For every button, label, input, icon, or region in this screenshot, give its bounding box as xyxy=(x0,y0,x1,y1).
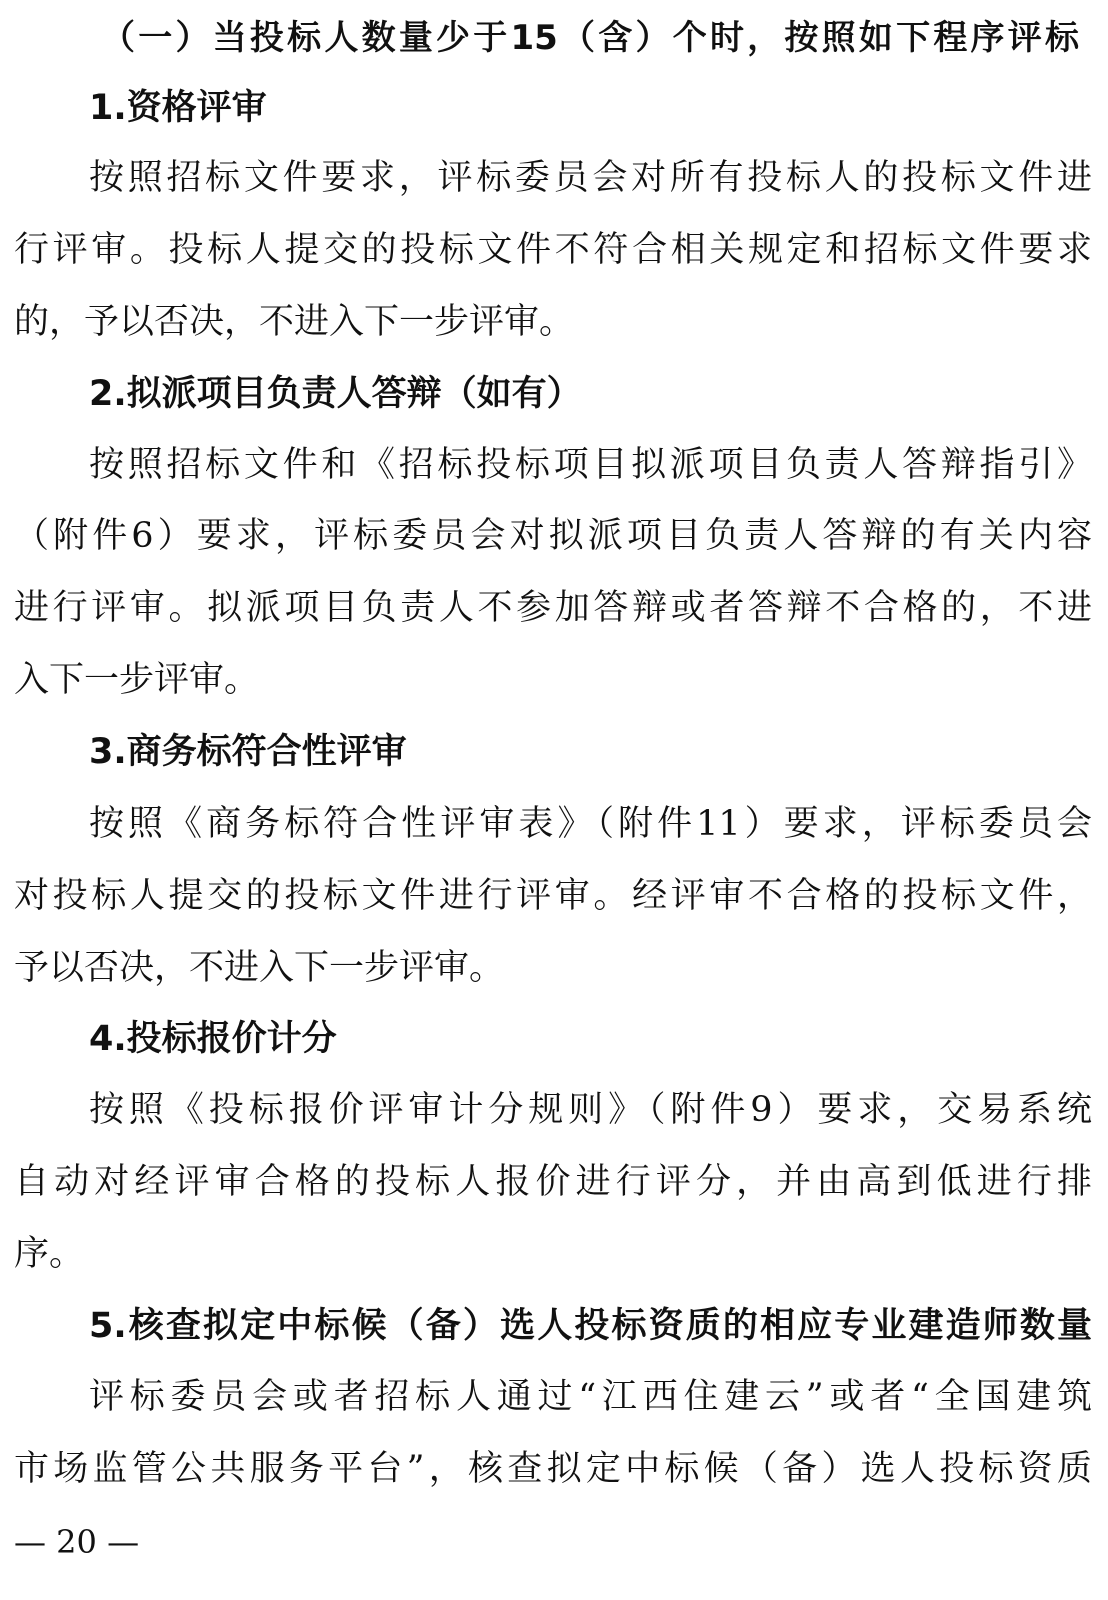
item-3-heading: 3.商务标符合性评审 xyxy=(89,732,407,772)
item-3-line-3: 予以否决，不进入下一步评审。 xyxy=(14,948,505,988)
item-4-line-1: 按照《投标报价评审计分规则》（附件9）要求，交易系统 xyxy=(89,1090,1092,1130)
item-2-line-4: 入下一步评审。 xyxy=(14,660,260,700)
item-1-heading: 1.资格评审 xyxy=(89,88,267,128)
item-1-line-3: 的，予以否决，不进入下一步评审。 xyxy=(14,302,575,342)
item-5-heading: 5.核查拟定中标候（备）选人投标资质的相应专业建造师数量 xyxy=(89,1306,1092,1346)
item-1-line-2: 行评审。投标人提交的投标文件不符合相关规定和招标文件要求 xyxy=(14,230,1092,270)
item-2-heading: 2.拟派项目负责人答辩（如有） xyxy=(89,374,582,414)
page-number: — 20 — xyxy=(14,1523,140,1561)
item-5-line-1: 评标委员会或者招标人通过“江西住建云”或者“全国建筑 xyxy=(89,1377,1092,1417)
item-3-line-2: 对投标人提交的投标文件进行评审。经评审不合格的投标文件， xyxy=(14,876,1092,916)
item-2-line-2: （附件6）要求，评标委员会对拟派项目负责人答辩的有关内容 xyxy=(14,516,1092,556)
item-1-line-1: 按照招标文件要求，评标委员会对所有投标人的投标文件进 xyxy=(89,158,1092,198)
item-3-line-1: 按照《商务标符合性评审表》（附件11）要求，评标委员会 xyxy=(89,804,1092,844)
item-4-heading: 4.投标报价计分 xyxy=(89,1019,337,1059)
item-5-line-2: 市场监管公共服务平台”，核查拟定中标候（备）选人投标资质 xyxy=(14,1449,1092,1489)
item-2-line-3: 进行评审。拟派项目负责人不参加答辩或者答辩不合格的，不进 xyxy=(14,588,1092,628)
item-4-line-3: 序。 xyxy=(14,1234,85,1274)
item-2-line-1: 按照招标文件和《招标投标项目拟派项目负责人答辩指引》 xyxy=(89,445,1092,485)
item-4-line-2: 自动对经评审合格的投标人报价进行评分，并由高到低进行排 xyxy=(14,1162,1092,1202)
section-title: （一）当投标人数量少于15（含）个时，按照如下程序评标 xyxy=(101,18,1079,58)
